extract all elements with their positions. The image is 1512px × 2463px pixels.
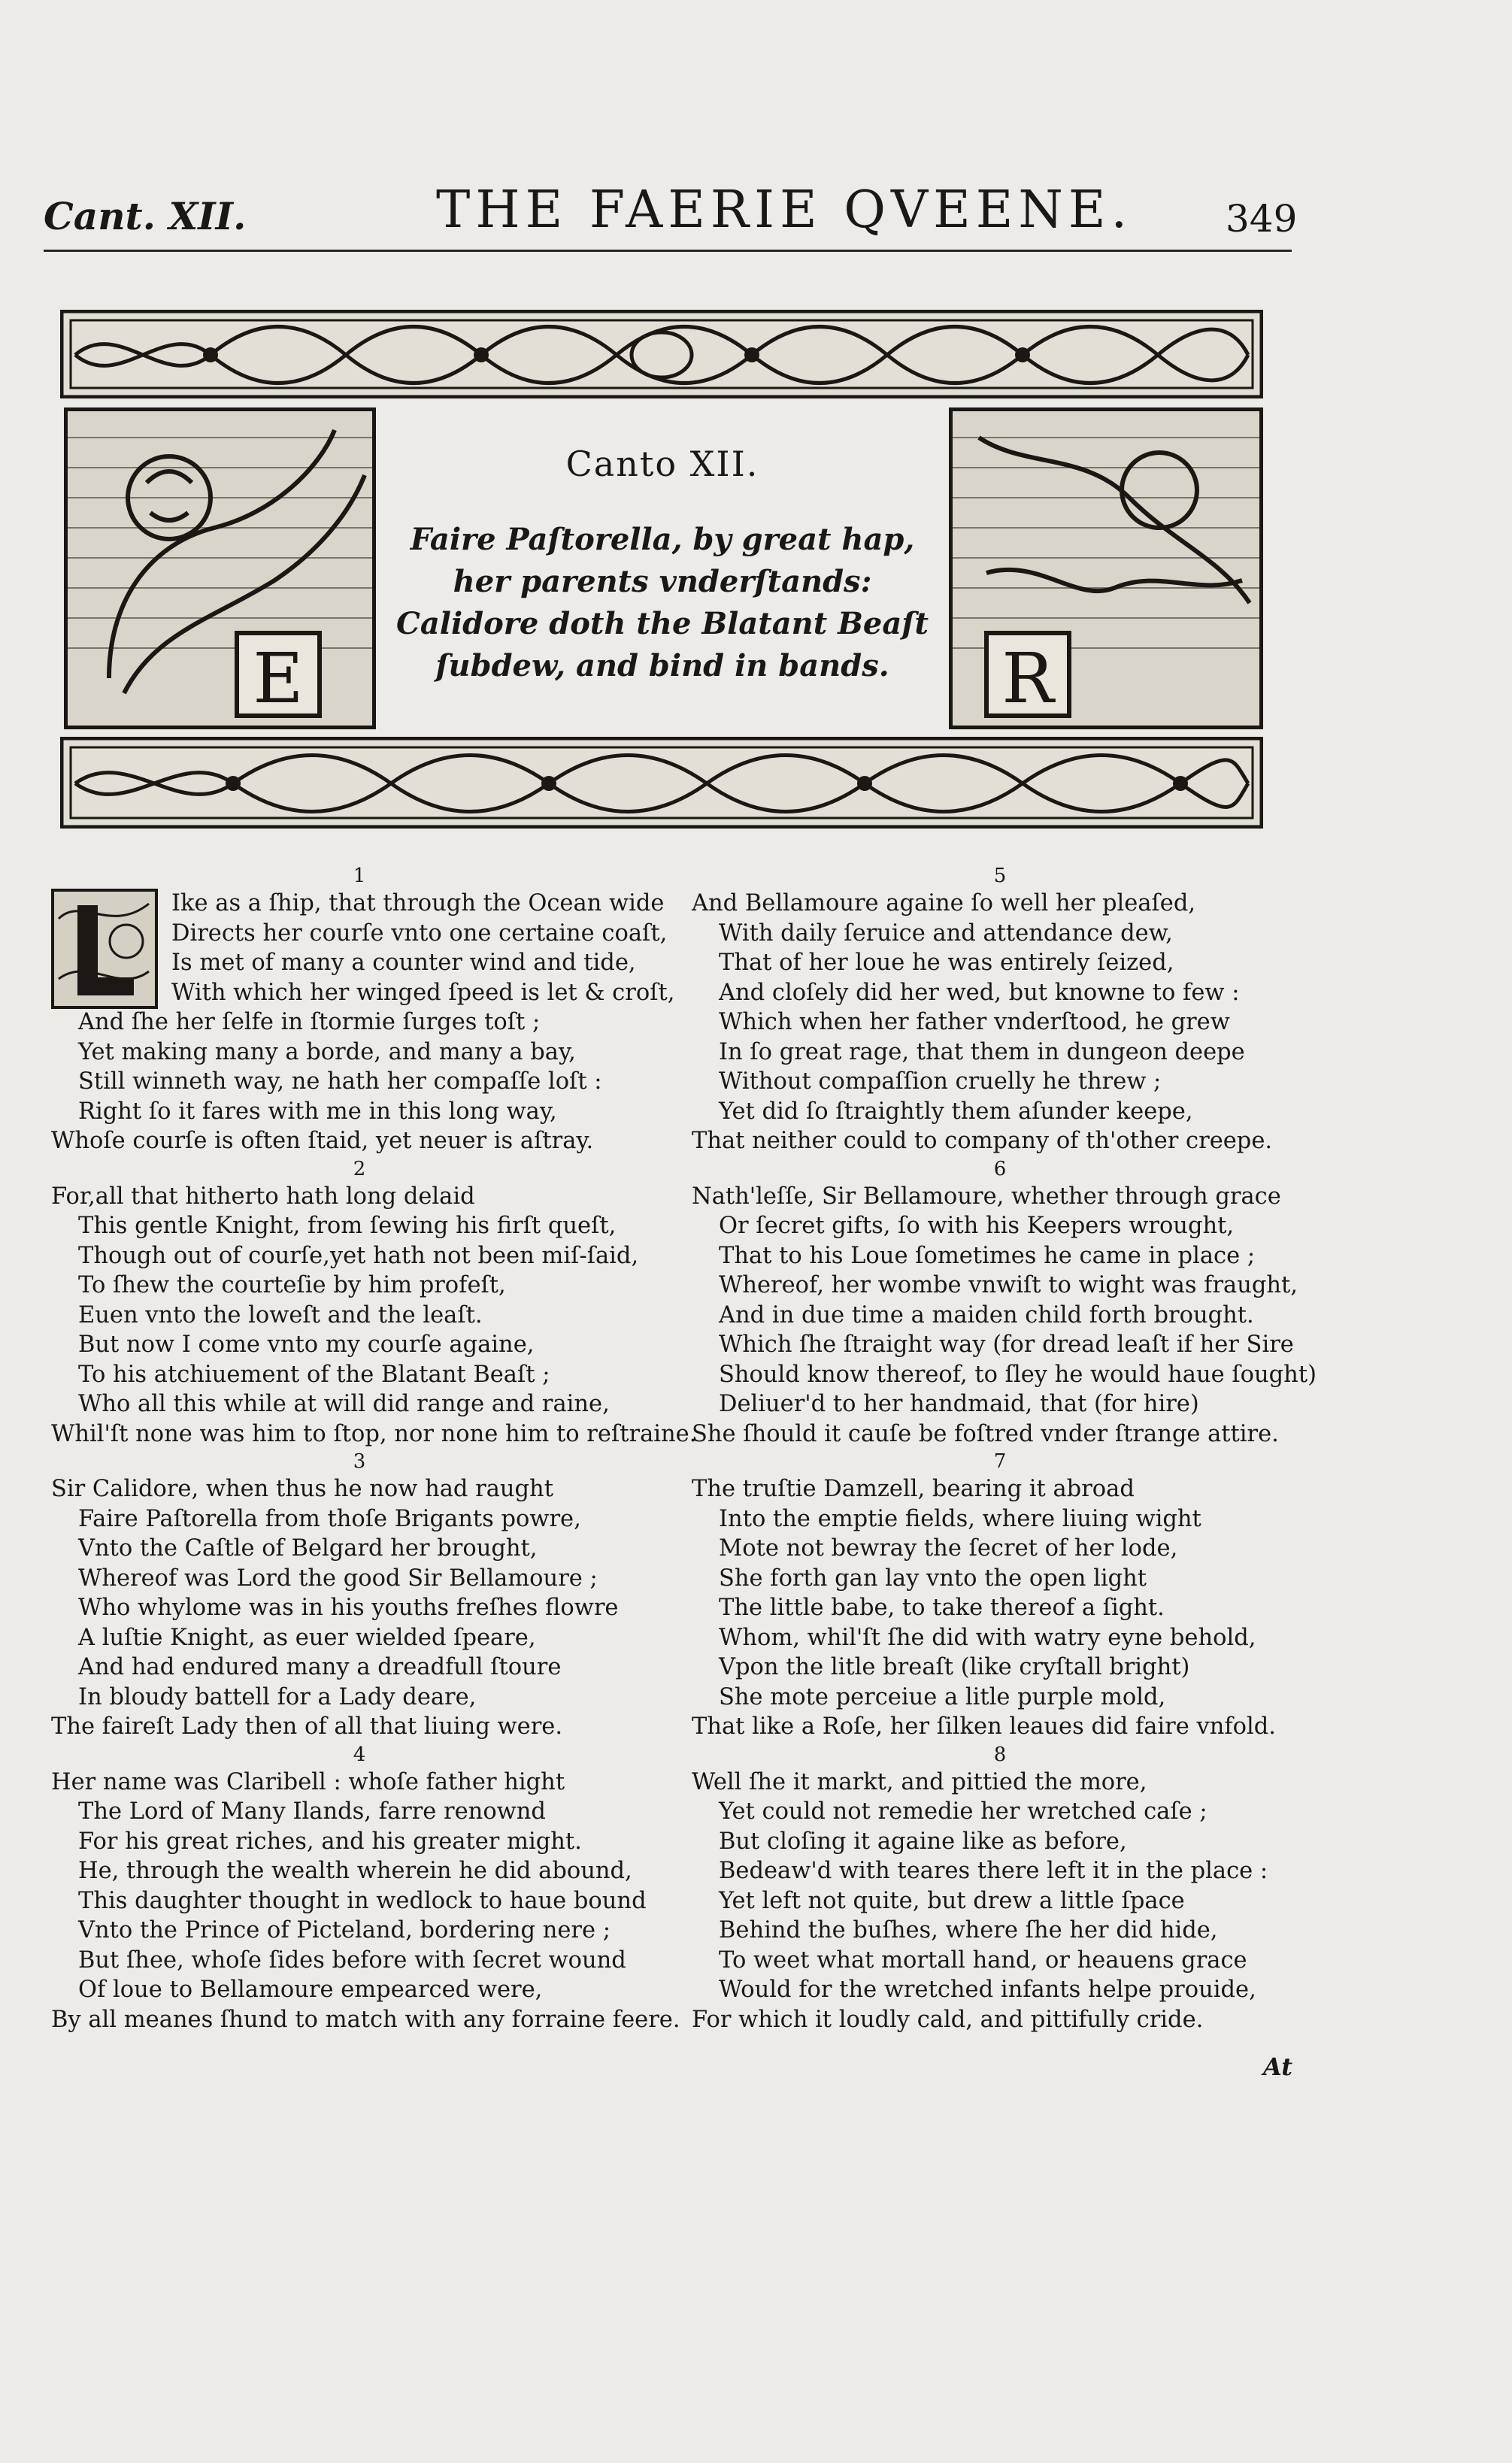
verse-line: With which her winged ſpeed is let & croſt, (171, 979, 675, 1006)
woodcut-bottom-band (60, 737, 1263, 829)
verse-line: And Bellamoure againe ſo well her pleaſed, (692, 890, 1196, 916)
verse-line: Directs her courſe vnto one certaine coaſt, (171, 919, 668, 947)
verse-line: To his atchiuement of the Blatant Beaſt ; (78, 1361, 550, 1388)
running-header-canto: Cant. XII. (44, 194, 247, 238)
verse-line: Is met of many a counter wind and tide, (171, 950, 636, 976)
catchword: At (1263, 2052, 1293, 2081)
verse-line: In ſo great rage, that them in dungeon deepe (719, 1038, 1245, 1065)
left-column (51, 863, 697, 2034)
verse-line: Yet did ſo ſtraightly them aſunder keepe, (719, 1098, 1193, 1125)
page-number: 349 (1226, 197, 1298, 241)
verse-line: She mote perceiue a litle purple mold, (719, 1683, 1166, 1710)
verse-line: And had endured many a dreadfull ſtoure (78, 1654, 562, 1680)
stanza (692, 1449, 1308, 1742)
canto-title: Canto XII. (565, 444, 759, 484)
stanza (692, 1156, 1317, 1450)
stanza-number: 1 (353, 865, 366, 887)
verse-line: Whil'ſt none was him to ſtop, nor none him to reſtraine. (51, 1420, 697, 1447)
verse-line: Deliuer'd to her handmaid, that (for hire) (719, 1391, 1199, 1417)
verse-line: The faireſt Lady then of all that liuing were. (51, 1713, 563, 1740)
verse-line: Ike as a ſhip, that through the Ocean wide (171, 890, 665, 916)
verse-line: Vnto the Caſtle of Belgard her brought, (78, 1535, 538, 1562)
verse-line: But ſhee, whoſe ſides before with ſecret wound (78, 1946, 626, 1974)
stanza-number: 3 (353, 1450, 366, 1473)
verse-line: Still winneth way, ne hath her compaſſe loſt : (78, 1068, 602, 1095)
verse-line: Behind the buſhes, where ſhe her did hide, (719, 1917, 1218, 1943)
verse-line: Bedeaw'd with teares there left it in the place : (719, 1858, 1268, 1884)
verse-line: Whereof, her wombe vnwiſt to wight was fraught, (719, 1272, 1298, 1298)
verse-line: Into the emptie fields, where liuing wight (719, 1505, 1201, 1532)
verse-line: But now I come vnto my courſe againe, (78, 1331, 535, 1358)
stanza (51, 1742, 680, 2035)
verse-line: The truſtie Damzell, bearing it abroad (692, 1476, 1135, 1502)
stanza-number: 2 (353, 1157, 366, 1180)
verse-line: And ſhe her ſelfe in ſtormie ſurges toſt ; (78, 1009, 541, 1035)
stanza-number: 8 (993, 1743, 1007, 1766)
verse-line: Who all this while at will did range and raine, (78, 1391, 610, 1417)
argument-line: Faire Paſtorella, by great hap, (410, 522, 915, 557)
verse-line: Whom, whil'ſt ſhe did with watry eyne behold, (719, 1624, 1256, 1651)
header-rule (44, 250, 1292, 252)
verse-line: That like a Roſe, her ſilken leaues did faire vnfold. (692, 1713, 1277, 1740)
verse-line: Vnto the Prince of Picteland, bordering nere ; (78, 1917, 611, 1943)
verse-line: That of her loue he was entirely ſeized, (719, 950, 1174, 976)
stanza-number: 7 (993, 1450, 1007, 1473)
verse-line: Euen vnto the loweſt and the leaſt. (78, 1301, 483, 1328)
verse-line: Yet making many a borde, and many a bay, (78, 1038, 576, 1065)
verse-line: Whereof was Lord the good Sir Bellamoure ; (78, 1565, 598, 1592)
verse-line: To ſhew the courteſie by him profeſt, (78, 1272, 506, 1298)
verse-line: Well ſhe it markt, and pittied the more, (692, 1768, 1147, 1795)
verse-line: The little babe, to take thereof a ſight. (719, 1595, 1165, 1621)
verse-line: Sir Calidore, when thus he now had raught (51, 1476, 553, 1502)
verse-line: Yet could not remedie her wretched caſe ; (719, 1798, 1207, 1825)
verse-line: For his great riches, and his greater might. (78, 1828, 582, 1855)
verse-line: Vpon the litle breaſt (like cryſtall bright) (719, 1654, 1190, 1680)
verse-line: Faire Paſtorella from thoſe Brigants powre, (78, 1505, 581, 1532)
argument-line: ſubdew, and bind in bands. (435, 648, 889, 683)
argument-line: her parents vnderſtands: (453, 564, 872, 599)
stanza (692, 863, 1308, 1156)
verse-line: Mote not bewray the ſecret of her lode, (719, 1535, 1178, 1562)
stanza-number: 4 (353, 1743, 366, 1766)
verse-line: Yet left not quite, but drew a little ſpace (719, 1887, 1185, 1914)
verse-line: Which ſhe ſtraight way (for dread leaſt if her Sire (719, 1331, 1294, 1358)
woodcut-initial-left: E (253, 638, 304, 719)
verse-line: And in due time a maiden child forth brought. (719, 1301, 1254, 1328)
verse-line: With daily ſeruice and attendance dew, (719, 919, 1173, 947)
verse-line: To weet what mortall hand, or heauens grace (719, 1946, 1247, 1974)
stanza (51, 863, 675, 1156)
canto-argument (376, 519, 949, 687)
stanza-number: 6 (993, 1157, 1007, 1180)
verse-line: The Lord of Many Ilands, farre renownd (78, 1798, 546, 1825)
verse-line: She forth gan lay vnto the open light (719, 1565, 1147, 1592)
verse-line: This daughter thought in wedlock to haue bound (78, 1887, 647, 1914)
verse-line: Who whylome was in his youths freſhes flowre (78, 1595, 619, 1621)
verse-line: Or ſecret gifts, ſo with his Keepers wrought, (719, 1213, 1235, 1239)
verse-line: She ſhould it cauſe be foſtred vnder ſtrange attire. (692, 1420, 1279, 1447)
verse-line: A luſtie Knight, as euer wielded ſpeare, (78, 1624, 536, 1651)
woodcut-initial-right: R (1001, 638, 1054, 719)
stanza (51, 1449, 668, 1742)
verse-line: And cloſely did her wed, but knowne to few : (719, 979, 1240, 1006)
decorated-initial-l (51, 889, 158, 1009)
woodcut-top-band (60, 310, 1263, 398)
right-column (692, 863, 1317, 2034)
woodcut-left-panel-initial-e (64, 407, 376, 729)
verse-line: Should know thereof, to ſley he would haue ſought) (719, 1361, 1317, 1388)
verse-line: That neither could to company of th'other creepe. (692, 1128, 1273, 1154)
argument-line: Calidore doth the Blatant Beaſt (396, 606, 929, 641)
verse-line: Her name was Claribell : whoſe father hight (51, 1768, 565, 1795)
verse-line: Though out of courſe,yet hath not been miſ-ſaid, (78, 1242, 639, 1269)
stanza (692, 1742, 1308, 2035)
verse-line: He, through the wealth wherein he did abound, (78, 1858, 632, 1884)
verse-line: But cloſing it againe like as before, (719, 1828, 1127, 1855)
verse-line: For which it loudly cald, and pittifully cride. (692, 2006, 1204, 2033)
verse-line: In bloudy battell for a Lady deare, (78, 1683, 477, 1710)
running-header-title: THE FAERIE QVEENE. (436, 180, 1133, 240)
verse-line: This gentle Knight, from ſewing his firſt queſt, (78, 1213, 617, 1239)
verse-line: Would for the wretched infants helpe prouide, (719, 1977, 1256, 2003)
dropcap-block (51, 889, 675, 1007)
stanza (51, 1156, 697, 1450)
verse-line: Nath'leſſe, Sir Bellamoure, whether through grace (692, 1183, 1281, 1210)
verse-line: Whoſe courſe is often ſtaid, yet neuer is aſtray. (51, 1128, 594, 1154)
verse-line: For,all that hitherto hath long delaid (51, 1183, 475, 1210)
stanza-number: 5 (993, 865, 1007, 887)
verse-line: Which when her father vnderſtood, he grew (719, 1009, 1230, 1035)
verse-line: Of loue to Bellamoure empearced were, (78, 1977, 543, 2003)
woodcut-right-panel-initial-r (949, 407, 1263, 729)
verse-line: That to his Loue ſometimes he came in place ; (719, 1242, 1256, 1269)
verse-line: By all meanes ſhund to match with any forraine feere. (51, 2006, 680, 2033)
verse-line: Right ſo it fares with me in this long way, (78, 1098, 557, 1125)
verse-line: Without compaſſion cruelly he threw ; (719, 1068, 1162, 1095)
